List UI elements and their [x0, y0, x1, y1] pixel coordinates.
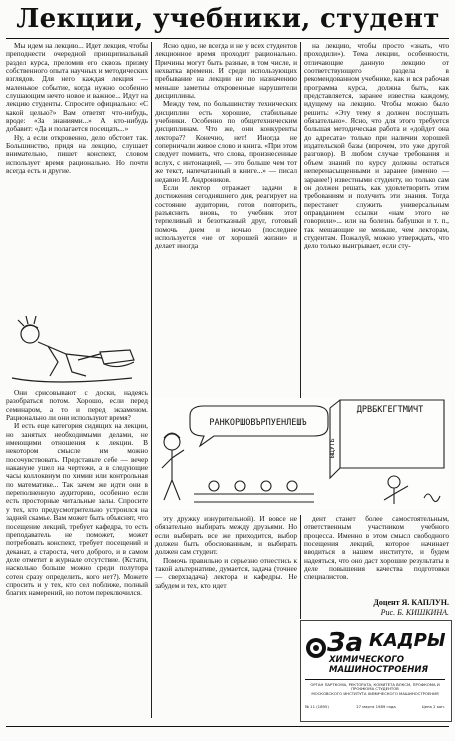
masthead-rule [305, 679, 445, 680]
masthead-subtitle: ХИМИЧЕСКОГО МАШИНОСТРОЕНИЯ [329, 655, 429, 675]
column-3-top-text [304, 42, 449, 398]
emblem-icon [305, 637, 327, 659]
column-divider [151, 42, 152, 718]
column-3-bottom-text [304, 515, 449, 595]
paragraph: эту дружку изнурительной). И вовсе не обязательно выбирать между друзьями. Но если выбирать все же приходится, выбор должен быть обоснованным, и выбирать должен сам студент. [155, 515, 297, 557]
column-2-top-text [155, 42, 297, 398]
paragraph: Они срисовывают с доски, надеясь разобраться потом. Хорошо, если перед семинаром, а то и перед экзаменом. Рационально ли они используют время? [6, 389, 148, 423]
masthead-price: Цена 2 коп. [421, 704, 445, 709]
artist-credit: Рис. Б. КИШКИНА. [380, 608, 449, 617]
cartoon-student-reading [8, 312, 146, 387]
cartoon-board-side-text: ЫЦУТБ [328, 438, 336, 458]
paragraph: Помочь правильно и серьезно отнестись к такой альтернативе, думается, задача (точнее — сверхзадача) лектора и кафедры. Не забудем и тех, кто идет [155, 555, 297, 590]
column-divider [300, 515, 301, 619]
author-signature: Доцент Я. КАПЛУН. [373, 598, 449, 607]
paragraph: И есть еще категория сидящих на лекции, но занятых необходимыми делами, не имеющими отношения к лекции. В некотором смысле им можно посочувствовать. Представьте себе — вечер накануне ушел на чертежи, а в следующие часы коллоквиум по химии или контрольная по математике... Так зачем же идти они в переполненную аудиторию, особенно если есть просторные читальные залы. Спросите у тех, кто предусмотрительно устроился на задней скамье. Вам может быть объяснят, что посещение лекций, требует кафедра, то есть преподаватель не поможет, может потребовать конспект, требует посещений и деканат, а староста, чего доброго, и в самом деле отметит в журнале отсутствие. (Кстати, насколько больше можно среди полутора сотен сразу определить, кого нет?). Можете спросить и у тех, кто сел поближе, полный благих намерений, но потом переключился. [6, 421, 148, 598]
column-1-top-text [6, 42, 148, 312]
column-2-bottom-text [155, 515, 297, 619]
paragraph: Ну, а если откровенно, дело обстоит так. Большинство, придя на лекцию, слушает внимательно, пишет конспект, словом использует время рационально. Но почти всегда есть и другие. [6, 132, 148, 176]
masthead-date: 27 марта 1989 года [356, 704, 396, 709]
paragraph: Мы идем на лекцию... Идет лекция, чтобы преподнести очередной принципиальный раздел курса, преломив его сквозь призму собственного опыта научных и методических взглядов. Для него каждая лекция — маленькое событие, когда нужно особенно слушающим нечто новое и важное... Идут на лекцию студенты. Спросите официально: «С какой целью?» Вам ответят что-нибудь, вроде: «За знаниями...» А кто-нибудь добавит: «Да и полагается посещать...» [6, 42, 148, 134]
masthead-fine-1: ОРГАН ПАРТКОМА, РЕКТОРАТА, КОМИТЕТА ВЛКСМ, ПРОФКОМА И ПРОФКОМА СТУДЕНТОВ [310, 682, 440, 692]
paragraph: на лекцию, чтобы просто «знать, что проходили»). Тема лекции, особенности, отличающие данную лекцию от соответствующего раздела в рекомендованном учебнике, как и вся рабочая программа курса, должна быть, как представляется, заранее известна каждому, идущему на лекцию. Чтобы можно было решить: «Эту тему я должен послушать обязательно». Ясно, что для этого требуется большая методическая работа и «дойдет она до адресата» только при наличии хорошей издательской базы (впрочем, это уже другой разговор). В любом случае требования и объем знаний по курсу должны остаться неперенасыщенными и заранее (именно — заранее!) известными студенту, но только сам он должен решать, как удовлетворить этим требованиям и получить эти знания. Тогда перестанет служить универсальным оправданием ссылки «нам этого не говорили»... или на болезнь бабушки и т. п., так мешающие не меньше, чем лекторам, студентам. Пожалуй, можно утверждать, что дело только выигрывает, если сту- [304, 42, 449, 251]
masthead-kadry: КАДРЫ [369, 630, 446, 651]
column-1-bottom-text [6, 389, 148, 719]
paragraph: дент станет более самостоятельным, ответственным участником учебного процесса. Именно в этом смысл свободного посещения лекций, которое начинает вводиться в нашем институте, и будем надеяться, что оно даст хорошие результаты в деле повышения качества подготовки специалистов. [304, 515, 449, 582]
cartoon-speech-text: РАНКОРШОВЪРПУЕНЛЕШЪ [209, 418, 307, 428]
paragraph: Ясно одно, не всегда и не у всех студентов лекционное время проходит рационально. Причины могут быть разные, в том числе, и нехватка времени. И среди использующих пребывание на лекции не по назначению меньше заметны откровенные нарушители дисциплины. [155, 42, 297, 101]
paragraph: Между тем, по большинству технических дисциплин есть хорошие, стабильные учебники. Особенно по общетехническим дисциплинам. Что же, они конкуренты лектора?? Конечно, нет! Иногда не соперничали живое слово и книга. «При этом следует помнить, что слова, произнесенные вслух, с интонацией, — это больше чем тот же текст, напечатанный в книге...» — писал недавно И. Андроников. [155, 99, 297, 184]
masthead-fine-2: МОСКОВСКОГО ИНСТИТУТА ХИМИЧЕСКОГО МАШИНОСТРОЕНИЯ [311, 691, 439, 696]
column-divider [300, 42, 301, 398]
bottom-rule [6, 726, 449, 727]
cartoon-lecture-hall [154, 398, 450, 510]
newspaper-masthead [300, 620, 452, 722]
cartoon-board-text: ДРВБКГЕГТМИЧТ [356, 405, 424, 415]
title-rule [6, 38, 449, 39]
masthead-za: За [327, 628, 364, 658]
article-title: Лекции, учебники, студент [16, 4, 440, 34]
masthead-issue: № 11 (1895) [305, 704, 329, 709]
paragraph: Если лектор отражает задачи в достижения сегодняшнего дня, реагирует на состояние аудитории, готов повторить, разъяснить вновь, то учебник этот терпеливый и безотказный друг, готовый помочь днем и ночью (последнее используется «не от хорошей жизни» и делает иногда [155, 182, 297, 251]
